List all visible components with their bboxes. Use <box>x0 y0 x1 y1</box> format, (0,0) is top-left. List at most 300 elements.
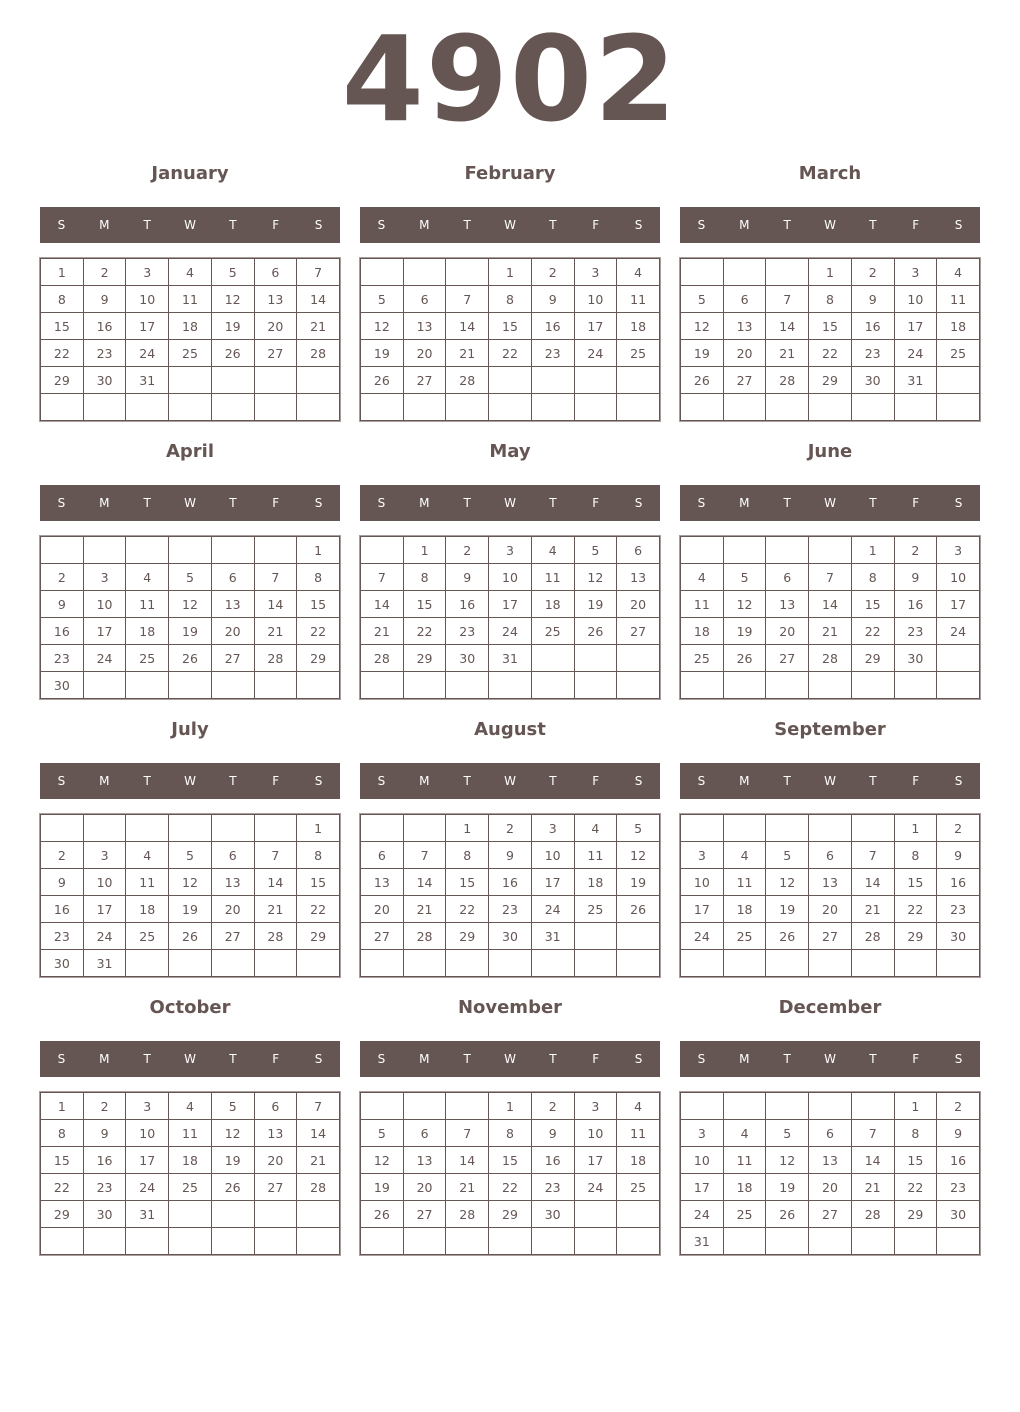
day-cell: 28 <box>809 645 852 672</box>
day-cell <box>41 394 84 421</box>
day-cell: 11 <box>531 564 574 591</box>
day-cell: 8 <box>41 286 84 313</box>
day-cell: 29 <box>403 645 446 672</box>
day-cell: 20 <box>617 591 660 618</box>
week-row <box>41 950 340 977</box>
day-cell: 4 <box>169 259 212 286</box>
day-cell <box>297 950 340 977</box>
week-row <box>41 1147 340 1174</box>
month-title: August <box>474 719 546 740</box>
week-row <box>681 367 980 394</box>
day-cell <box>403 394 446 421</box>
day-cell <box>361 950 404 977</box>
weekday-header <box>40 485 340 521</box>
day-cell: 2 <box>937 815 980 842</box>
weekday-label: S <box>57 218 66 232</box>
day-cell <box>681 950 724 977</box>
day-cell <box>894 1228 937 1255</box>
day-cell: 26 <box>574 618 617 645</box>
week-row <box>41 1093 340 1120</box>
day-cell: 7 <box>361 564 404 591</box>
month-december <box>680 993 980 1249</box>
day-cell: 15 <box>894 869 937 896</box>
day-cell: 22 <box>809 340 852 367</box>
day-cell: 6 <box>617 537 660 564</box>
day-cell <box>894 672 937 699</box>
weekday-label: S <box>314 1052 323 1066</box>
year-title: 4902 <box>341 10 679 148</box>
week-row <box>681 286 980 313</box>
day-cell <box>126 394 169 421</box>
day-cell <box>489 367 532 394</box>
day-cell: 18 <box>169 1147 212 1174</box>
day-cell: 31 <box>83 950 126 977</box>
day-cell <box>489 672 532 699</box>
day-cell: 11 <box>723 1147 766 1174</box>
day-cell: 28 <box>446 1201 489 1228</box>
day-cell: 10 <box>83 869 126 896</box>
day-cell: 16 <box>83 1147 126 1174</box>
day-cell <box>574 1201 617 1228</box>
day-cell: 8 <box>403 564 446 591</box>
day-cell <box>297 367 340 394</box>
day-cell: 26 <box>211 340 254 367</box>
day-cell: 4 <box>617 1093 660 1120</box>
day-cell: 10 <box>937 564 980 591</box>
day-cell: 5 <box>723 564 766 591</box>
day-cell <box>83 537 126 564</box>
day-cell <box>574 394 617 421</box>
day-cell: 20 <box>403 1174 446 1201</box>
day-cell: 10 <box>83 591 126 618</box>
day-cell: 17 <box>937 591 980 618</box>
weekday-label: F <box>592 218 600 232</box>
day-cell: 6 <box>723 286 766 313</box>
day-cell: 22 <box>41 340 84 367</box>
day-cell <box>83 815 126 842</box>
day-cell: 23 <box>83 1174 126 1201</box>
weekday-label: T <box>229 774 237 788</box>
day-cell: 1 <box>851 537 894 564</box>
day-cell <box>211 815 254 842</box>
weekday-label: F <box>592 774 600 788</box>
weekday-label: M <box>739 1052 750 1066</box>
weekday-label: S <box>954 496 963 510</box>
day-cell: 23 <box>851 340 894 367</box>
month-august <box>360 715 660 944</box>
day-cell: 2 <box>489 815 532 842</box>
day-cell: 1 <box>41 1093 84 1120</box>
week-row <box>361 950 660 977</box>
day-cell: 23 <box>83 340 126 367</box>
weekday-label: M <box>419 218 430 232</box>
weekday-header <box>360 207 660 243</box>
day-cell <box>489 1228 532 1255</box>
weekday-label: M <box>739 774 750 788</box>
day-cell: 25 <box>617 340 660 367</box>
day-cell: 18 <box>531 591 574 618</box>
week-row <box>361 1228 660 1255</box>
week-row <box>361 259 660 286</box>
day-cell <box>361 672 404 699</box>
day-cell <box>126 950 169 977</box>
weekday-label: S <box>634 774 643 788</box>
day-cell: 17 <box>126 313 169 340</box>
day-cell <box>851 394 894 421</box>
day-cell <box>617 923 660 950</box>
day-cell <box>681 537 724 564</box>
weekday-label: S <box>697 218 706 232</box>
day-cell: 31 <box>681 1228 724 1255</box>
day-grid <box>40 536 340 699</box>
weekday-label: T <box>869 774 877 788</box>
day-grid <box>680 1092 980 1255</box>
weekday-label: T <box>869 218 877 232</box>
day-cell: 30 <box>41 950 84 977</box>
week-row <box>361 618 660 645</box>
day-cell: 17 <box>83 896 126 923</box>
day-cell <box>169 537 212 564</box>
day-cell <box>403 815 446 842</box>
day-cell: 4 <box>723 1120 766 1147</box>
day-cell: 31 <box>489 645 532 672</box>
day-grid <box>360 536 660 699</box>
day-cell: 8 <box>446 842 489 869</box>
weekday-label: M <box>99 1052 110 1066</box>
day-cell <box>254 815 297 842</box>
day-cell: 20 <box>403 340 446 367</box>
day-cell: 23 <box>531 1174 574 1201</box>
day-cell: 17 <box>574 1147 617 1174</box>
day-cell: 19 <box>617 869 660 896</box>
weekday-label: W <box>184 496 196 510</box>
month-title: April <box>165 441 215 462</box>
day-cell: 1 <box>403 537 446 564</box>
day-cell: 3 <box>574 259 617 286</box>
day-cell: 21 <box>809 618 852 645</box>
day-cell: 1 <box>41 259 84 286</box>
day-cell <box>446 1093 489 1120</box>
day-cell <box>851 1228 894 1255</box>
day-cell: 5 <box>766 1120 809 1147</box>
day-cell: 25 <box>574 896 617 923</box>
month-july <box>40 715 340 971</box>
weekday-label: M <box>99 496 110 510</box>
day-cell: 24 <box>126 340 169 367</box>
week-row <box>361 1093 660 1120</box>
day-cell <box>723 950 766 977</box>
day-cell: 24 <box>574 340 617 367</box>
day-cell <box>617 394 660 421</box>
month-title: May <box>489 441 531 462</box>
day-cell: 14 <box>766 313 809 340</box>
day-cell <box>851 672 894 699</box>
day-cell <box>723 1228 766 1255</box>
weekday-label: T <box>463 1052 471 1066</box>
day-cell <box>681 815 724 842</box>
day-cell <box>723 1093 766 1120</box>
day-cell: 13 <box>211 591 254 618</box>
day-cell <box>403 259 446 286</box>
weekday-label: T <box>783 1052 791 1066</box>
day-cell: 2 <box>41 564 84 591</box>
day-cell: 5 <box>617 815 660 842</box>
day-cell: 9 <box>531 286 574 313</box>
day-cell: 25 <box>937 340 980 367</box>
day-cell: 26 <box>169 645 212 672</box>
day-cell: 7 <box>297 1093 340 1120</box>
day-cell: 30 <box>937 923 980 950</box>
day-grid <box>40 814 340 977</box>
day-cell: 17 <box>83 618 126 645</box>
weekday-header <box>680 485 980 521</box>
day-cell: 18 <box>617 1147 660 1174</box>
day-cell: 5 <box>211 259 254 286</box>
weekday-label: T <box>143 218 151 232</box>
day-cell: 29 <box>894 1201 937 1228</box>
day-cell: 20 <box>723 340 766 367</box>
day-cell: 15 <box>403 591 446 618</box>
weekday-label: W <box>504 1052 516 1066</box>
week-row <box>41 1201 340 1228</box>
day-cell: 3 <box>681 1120 724 1147</box>
weekday-label: S <box>314 218 323 232</box>
day-cell: 26 <box>766 923 809 950</box>
day-cell: 30 <box>41 672 84 699</box>
day-cell: 5 <box>211 1093 254 1120</box>
weekday-label: M <box>419 496 430 510</box>
day-grid <box>360 258 660 421</box>
day-cell: 24 <box>489 618 532 645</box>
day-cell: 17 <box>126 1147 169 1174</box>
day-cell: 14 <box>254 869 297 896</box>
day-cell: 24 <box>681 1201 724 1228</box>
day-cell: 13 <box>361 869 404 896</box>
day-cell: 26 <box>169 923 212 950</box>
day-cell: 29 <box>41 367 84 394</box>
week-row <box>361 645 660 672</box>
day-cell: 27 <box>809 923 852 950</box>
day-cell: 26 <box>617 896 660 923</box>
day-cell: 30 <box>83 367 126 394</box>
day-cell: 21 <box>446 340 489 367</box>
day-cell: 18 <box>617 313 660 340</box>
week-row <box>681 537 980 564</box>
day-cell: 3 <box>894 259 937 286</box>
day-cell: 23 <box>489 896 532 923</box>
day-cell: 7 <box>254 842 297 869</box>
day-cell: 9 <box>83 286 126 313</box>
day-cell: 18 <box>937 313 980 340</box>
day-cell <box>446 950 489 977</box>
day-cell <box>83 672 126 699</box>
day-cell: 28 <box>254 923 297 950</box>
day-cell: 8 <box>809 286 852 313</box>
day-cell <box>766 815 809 842</box>
weekday-label: S <box>57 774 66 788</box>
day-cell: 22 <box>489 1174 532 1201</box>
week-row <box>41 1174 340 1201</box>
week-row <box>41 259 340 286</box>
day-cell: 20 <box>254 1147 297 1174</box>
day-cell: 28 <box>446 367 489 394</box>
month-january <box>40 159 340 388</box>
day-cell: 27 <box>403 1201 446 1228</box>
day-cell <box>254 1201 297 1228</box>
day-cell: 15 <box>41 1147 84 1174</box>
day-cell <box>766 537 809 564</box>
day-cell: 19 <box>211 1147 254 1174</box>
day-cell: 15 <box>489 1147 532 1174</box>
day-cell: 27 <box>254 1174 297 1201</box>
day-cell: 4 <box>126 842 169 869</box>
day-cell: 12 <box>169 591 212 618</box>
day-cell <box>937 394 980 421</box>
week-row <box>41 394 340 421</box>
weekday-label: S <box>954 218 963 232</box>
day-grid <box>360 1092 660 1255</box>
day-cell: 2 <box>41 842 84 869</box>
day-cell: 1 <box>894 1093 937 1120</box>
weekday-header <box>680 1041 980 1077</box>
day-grid <box>680 814 980 977</box>
day-cell <box>169 1201 212 1228</box>
day-cell <box>851 1093 894 1120</box>
day-cell <box>574 923 617 950</box>
week-row <box>41 1120 340 1147</box>
weekday-label: S <box>697 1052 706 1066</box>
day-cell: 4 <box>531 537 574 564</box>
weekday-label: S <box>314 496 323 510</box>
day-cell: 16 <box>531 313 574 340</box>
month-title: July <box>171 719 209 740</box>
day-cell: 29 <box>489 1201 532 1228</box>
day-cell: 12 <box>211 1120 254 1147</box>
weekday-label: W <box>504 218 516 232</box>
day-cell: 11 <box>681 591 724 618</box>
weekday-label: T <box>463 774 471 788</box>
day-cell: 2 <box>531 1093 574 1120</box>
weekday-label: T <box>463 218 471 232</box>
day-cell <box>617 1228 660 1255</box>
day-cell: 21 <box>446 1174 489 1201</box>
day-cell <box>297 1201 340 1228</box>
day-cell: 7 <box>766 286 809 313</box>
weekday-label: F <box>912 774 920 788</box>
day-cell: 30 <box>851 367 894 394</box>
day-cell: 1 <box>489 259 532 286</box>
day-cell <box>766 1093 809 1120</box>
week-row <box>41 896 340 923</box>
day-cell: 28 <box>851 1201 894 1228</box>
day-cell: 15 <box>894 1147 937 1174</box>
week-row <box>41 842 340 869</box>
day-cell: 12 <box>211 286 254 313</box>
day-cell: 20 <box>809 1174 852 1201</box>
day-cell <box>531 394 574 421</box>
day-cell: 14 <box>297 286 340 313</box>
weekday-label: T <box>229 1052 237 1066</box>
day-cell: 5 <box>169 564 212 591</box>
month-february <box>360 159 660 388</box>
day-cell <box>681 1093 724 1120</box>
day-cell <box>937 1228 980 1255</box>
day-cell: 6 <box>211 564 254 591</box>
day-cell: 26 <box>211 1174 254 1201</box>
week-row <box>41 367 340 394</box>
day-cell <box>446 394 489 421</box>
week-row <box>681 1174 980 1201</box>
day-cell: 25 <box>681 645 724 672</box>
day-cell: 8 <box>894 1120 937 1147</box>
day-cell <box>894 394 937 421</box>
day-cell <box>766 950 809 977</box>
day-cell: 18 <box>169 313 212 340</box>
day-cell: 28 <box>254 645 297 672</box>
day-cell: 25 <box>723 923 766 950</box>
day-cell: 4 <box>126 564 169 591</box>
weekday-label: S <box>697 774 706 788</box>
month-title: October <box>149 997 231 1018</box>
day-cell <box>937 645 980 672</box>
day-cell: 25 <box>169 1174 212 1201</box>
day-cell: 11 <box>169 1120 212 1147</box>
month-june <box>680 437 980 666</box>
day-cell: 8 <box>297 842 340 869</box>
day-cell <box>169 367 212 394</box>
day-cell: 1 <box>297 537 340 564</box>
day-cell: 3 <box>126 259 169 286</box>
day-cell <box>809 537 852 564</box>
day-grid <box>680 536 980 699</box>
day-cell <box>937 672 980 699</box>
day-cell <box>574 1228 617 1255</box>
day-cell: 19 <box>723 618 766 645</box>
weekday-label: M <box>739 496 750 510</box>
day-cell: 9 <box>894 564 937 591</box>
week-row <box>361 1120 660 1147</box>
day-cell: 2 <box>937 1093 980 1120</box>
day-cell <box>211 1201 254 1228</box>
day-cell: 27 <box>809 1201 852 1228</box>
weekday-label: W <box>184 218 196 232</box>
day-cell: 20 <box>361 896 404 923</box>
day-cell: 26 <box>361 367 404 394</box>
day-cell: 22 <box>403 618 446 645</box>
day-cell: 31 <box>531 923 574 950</box>
day-cell: 8 <box>489 1120 532 1147</box>
day-cell <box>126 537 169 564</box>
day-cell: 20 <box>211 896 254 923</box>
day-cell: 7 <box>446 1120 489 1147</box>
day-cell: 12 <box>723 591 766 618</box>
weekday-label: T <box>143 774 151 788</box>
day-cell: 22 <box>297 618 340 645</box>
day-cell <box>41 1228 84 1255</box>
weekday-label: M <box>739 218 750 232</box>
weekday-label: T <box>229 496 237 510</box>
day-cell: 14 <box>361 591 404 618</box>
day-cell: 29 <box>297 923 340 950</box>
day-cell: 2 <box>851 259 894 286</box>
day-cell: 9 <box>83 1120 126 1147</box>
day-cell: 27 <box>766 645 809 672</box>
day-cell <box>297 672 340 699</box>
day-cell: 23 <box>937 1174 980 1201</box>
day-cell: 7 <box>403 842 446 869</box>
week-row <box>41 340 340 367</box>
day-cell: 21 <box>403 896 446 923</box>
